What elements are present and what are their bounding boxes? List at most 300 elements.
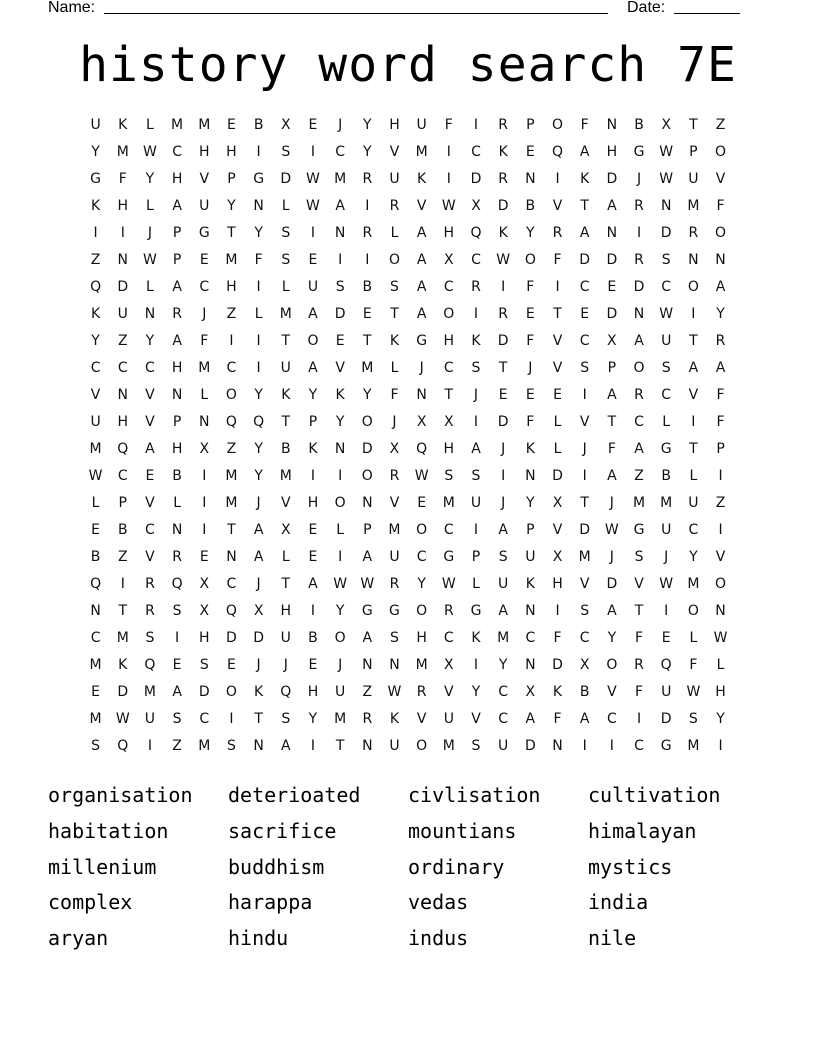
grid-letter: G [443,549,455,565]
grid-letter: S [172,603,182,619]
grid-letter: J [338,117,343,133]
header [48,0,748,20]
grid-letter: I [310,603,316,619]
grid-letter: M [89,657,102,673]
grid-letter: X [607,333,617,349]
grid-letter: C [443,279,454,295]
grid-row [82,625,734,652]
grid-letter: T [634,603,644,619]
grid-letter: H [443,333,455,349]
grid-letter: A [607,603,617,619]
grid-letter: P [689,144,698,160]
grid-letter: N [525,171,536,187]
grid-letter: J [419,360,424,376]
grid-letter: I [473,414,479,430]
grid-row [82,706,734,733]
grid-letter: P [227,171,236,187]
grid-letter: H [307,495,319,511]
grid-letter: F [526,414,535,430]
grid-letter: I [473,306,479,322]
grid-letter: Z [362,684,373,700]
grid-letter: I [310,144,316,160]
word-list-item: hindu [228,926,289,951]
grid-row [82,733,734,760]
grid-letter: I [555,603,560,619]
grid-letter: M [116,144,129,160]
grid-letter: J [256,657,261,673]
grid-letter: E [335,333,345,349]
grid-letter: R [471,279,481,295]
grid-letter: X [253,603,264,619]
grid-letter: F [526,333,535,349]
grid-letter: B [253,117,264,133]
grid-letter: I [93,225,98,241]
grid-letter: T [390,306,399,322]
grid-letter: H [199,630,210,646]
grid-letter: K [281,387,291,403]
grid-letter: S [199,657,209,673]
grid-letter: L [281,549,290,565]
grid-letter: Z [117,333,128,349]
grid-letter: I [120,576,125,592]
grid-letter: D [606,252,618,268]
grid-letter: I [555,279,560,295]
grid-letter: U [335,684,346,700]
grid-letter: V [335,360,345,376]
grid-row [82,355,734,382]
grid-letter: Q [90,576,102,592]
grid-letter: M [687,738,700,754]
grid-row [82,490,734,517]
grid-letter: K [118,117,128,133]
grid-letter: S [634,549,644,565]
grid-letter: E [308,657,318,673]
grid-letter: R [145,603,155,619]
grid-letter: W [115,711,130,727]
grid-letter: Z [715,495,726,511]
grid-letter: A [471,441,481,457]
grid-letter: O [361,468,373,484]
grid-letter: L [662,414,671,430]
grid-letter: U [661,333,672,349]
grid-letter: G [633,522,645,538]
grid-letter: W [306,198,320,214]
grid-letter: D [117,279,129,295]
word-list-item: millenium [48,854,157,879]
grid-letter: A [308,306,318,322]
grid-letter: R [172,306,182,322]
grid-row [82,517,734,544]
grid-letter: V [634,576,644,592]
grid-letter: S [661,252,671,268]
grid-letter: V [552,333,563,349]
grid-letter: S [227,738,236,754]
grid-letter: T [254,711,263,727]
grid-letter: X [444,252,454,268]
word-list-item: buddhism [228,854,325,879]
grid-letter: U [688,495,699,511]
grid-letter: Q [470,225,482,241]
grid-letter: Z [117,549,128,565]
grid-letter: H [416,630,427,646]
grid-letter: E [525,306,535,322]
grid-letter: Q [225,414,237,430]
grid-letter: F [580,117,589,133]
grid-letter: A [335,198,345,214]
grid-letter: B [525,198,536,214]
grid-row [82,436,734,463]
grid-row [82,382,734,409]
grid-letter: N [117,387,128,403]
grid-letter: N [715,603,726,619]
grid-letter: V [552,522,563,538]
grid-letter: S [444,468,454,484]
grid-letter: Y [471,684,481,700]
grid-letter: B [579,684,590,700]
grid-letter: D [579,522,591,538]
grid-letter: A [253,522,264,538]
grid-letter: Y [145,333,155,349]
grid-letter: Q [171,576,183,592]
grid-letter: V [579,414,590,430]
grid-letter: T [281,414,291,430]
grid-letter: I [501,468,506,484]
grid-letter: I [229,333,234,349]
grid-letter: V [471,711,481,727]
grid-letter: V [607,684,617,700]
grid-letter: X [199,441,210,457]
grid-row [82,139,734,166]
grid-letter: F [553,252,562,268]
grid-row [82,598,734,625]
grid-letter: H [307,684,319,700]
grid-letter: W [441,198,456,214]
grid-letter: C [335,144,346,160]
grid-letter: G [389,603,400,619]
grid-letter: N [199,414,210,430]
grid-letter: J [636,171,642,187]
grid-letter: D [579,252,591,268]
grid-letter: E [308,252,318,268]
grid-letter: U [389,738,400,754]
grid-letter: O [715,144,727,160]
grid-letter: N [171,522,183,538]
grid-letter: W [496,252,511,268]
grid-letter: K [525,576,535,592]
grid-letter: A [172,198,182,214]
grid-letter: X [199,603,210,619]
grid-letter: I [582,468,587,484]
grid-letter: F [607,441,616,457]
grid-letter: F [634,684,644,700]
grid-letter: G [660,738,672,754]
grid-letter: C [471,144,481,160]
grid-letter: T [580,198,589,214]
grid-letter: E [91,522,101,538]
grid-letter: L [281,198,290,214]
grid-letter: K [308,441,318,457]
grid-letter: X [280,117,291,133]
date-label: Date: [627,0,666,16]
word-list-row [48,887,768,923]
grid-letter: C [579,630,590,646]
grid-letter: Q [90,279,102,295]
grid-letter: X [525,684,536,700]
grid-letter: I [582,738,587,754]
grid-letter: E [199,252,209,268]
grid-letter: D [497,198,509,214]
grid-letter: U [389,171,400,187]
grid-letter: R [389,198,400,214]
grid-letter: D [606,576,618,592]
grid-letter: C [199,711,210,727]
grid-letter: A [607,468,617,484]
grid-letter: W [143,144,157,160]
grid-letter: I [718,522,723,538]
word-list-item: mystics [588,854,673,879]
grid-letter: S [281,225,291,241]
grid-letter: L [689,468,698,484]
grid-letter: Y [716,306,725,322]
grid-letter: P [471,549,481,565]
grid-letter: T [607,414,617,430]
grid-letter: I [310,468,316,484]
grid-letter: M [632,495,646,511]
grid-row [82,193,734,220]
grid-letter: B [117,522,128,538]
grid-letter: A [607,198,617,214]
grid-letter: H [117,198,129,214]
grid-letter: G [470,603,482,619]
grid-letter: N [525,468,536,484]
grid-letter: O [334,630,346,646]
grid-letter: R [634,252,644,268]
grid-letter: R [498,306,509,322]
grid-letter: T [444,387,454,403]
grid-letter: A [634,333,644,349]
grid-letter: I [664,603,669,619]
grid-letter: N [226,549,237,565]
grid-letter: H [171,441,183,457]
grid-letter: I [120,225,125,241]
grid-letter: B [362,279,373,295]
grid-letter: V [416,198,427,214]
grid-letter: S [471,738,481,754]
grid-letter: P [118,495,127,511]
grid-letter: S [661,360,671,376]
grid-letter: I [202,495,207,511]
grid-letter: P [308,414,318,430]
grid-letter: Z [90,252,101,268]
grid-letter: T [553,306,562,322]
grid-letter: B [280,441,291,457]
grid-letter: M [143,684,156,700]
grid-letter: T [281,333,291,349]
grid-letter: E [308,117,318,133]
grid-letter: X [444,657,454,673]
grid-letter: A [281,738,291,754]
worksheet-title: history word search 7E [79,37,737,93]
grid-letter: Q [416,441,428,457]
grid-letter: K [389,711,400,727]
grid-letter: I [202,522,207,538]
grid-letter: Z [226,306,237,322]
grid-letter: M [442,495,455,511]
grid-letter: A [715,279,726,295]
grid-letter: Q [144,657,156,673]
grid-letter: C [443,360,454,376]
grid-letter: H [171,360,183,376]
grid-letter: P [526,522,535,538]
grid-letter: R [416,684,427,700]
grid-letter: M [279,306,292,322]
grid-letter: F [553,711,562,727]
grid-letter: I [473,522,479,538]
grid-letter: Y [363,144,372,160]
grid-letter: C [634,738,644,754]
grid-letter: K [254,684,264,700]
grid-letter: M [415,657,428,673]
grid-letter: Y [689,549,698,565]
grid-letter: R [498,171,509,187]
grid-letter: W [360,576,375,592]
grid-letter: M [334,171,347,187]
word-list-item: cultivation [588,783,721,807]
grid-letter: E [145,468,155,484]
grid-letter: A [308,360,318,376]
grid-letter: K [90,198,101,214]
grid-letter: A [362,549,373,565]
grid-letter: F [553,630,562,646]
grid-letter: U [443,711,454,727]
grid-letter: E [553,387,562,403]
grid-letter: N [362,657,373,673]
grid-letter: A [145,441,155,457]
grid-letter: N [606,117,618,133]
grid-letter: R [498,117,509,133]
grid-letter: V [416,711,427,727]
grid-letter: L [689,630,698,646]
grid-letter: C [199,279,210,295]
grid-letter: C [416,549,427,565]
grid-letter: X [471,198,481,214]
grid-letter: N [525,603,536,619]
grid-letter: S [281,252,291,268]
grid-letter: D [552,468,563,484]
grid-letter: W [306,171,320,187]
grid-letter: M [89,711,102,727]
grid-letter: V [715,549,726,565]
grid-letter: L [146,279,154,295]
grid-letter: V [145,387,155,403]
grid-letter: V [688,387,699,403]
grid-letter: E [607,279,617,295]
grid-letter: O [687,279,699,295]
grid-letter: H [389,117,400,133]
grid-letter: S [580,360,590,376]
word-list-row [48,852,768,888]
grid-letter: N [253,738,264,754]
grid-letter: M [497,630,510,646]
grid-letter: E [227,657,236,673]
grid-letter: R [389,468,400,484]
grid-letter: U [117,306,128,322]
grid-letter: R [688,225,699,241]
grid-letter: Y [145,171,155,187]
grid-row [82,463,734,490]
grid-letter: E [172,657,182,673]
grid-letter: I [446,144,451,160]
word-list-item: india [588,890,649,915]
word-list-row [48,816,768,852]
grid-letter: J [609,549,614,565]
grid-letter: O [416,603,428,619]
grid-letter: Y [335,603,345,619]
grid-letter: T [281,576,291,592]
word-list-item: harappa [228,890,313,915]
grid-letter: C [226,576,237,592]
grid-letter: G [198,225,210,241]
grid-letter: F [689,657,698,673]
grid-letter: I [365,252,370,268]
grid-letter: Y [254,468,263,484]
grid-letter: D [606,171,618,187]
grid-letter: N [334,441,346,457]
grid-letter: R [362,711,373,727]
grid-letter: U [144,711,156,727]
grid-letter: X [389,441,400,457]
grid-letter: Y [526,495,535,511]
grid-letter: M [361,360,374,376]
grid-letter: V [552,360,563,376]
grid-letter: I [256,279,261,295]
grid-letter: C [145,360,155,376]
grid-letter: G [416,333,428,349]
grid-letter: C [443,522,454,538]
grid-letter: M [334,711,347,727]
grid-letter: Y [308,711,318,727]
grid-letter: E [661,630,671,646]
name-label: Name: [48,0,96,16]
grid-letter: J [473,387,479,403]
grid-letter: O [361,414,373,430]
grid-letter: Q [660,657,672,673]
grid-letter: J [392,414,397,430]
date-blank-line [674,13,740,14]
grid-letter: O [633,360,645,376]
grid-letter: H [443,225,455,241]
grid-row [82,220,734,247]
grid-row [82,544,734,571]
grid-letter: T [498,360,508,376]
grid-letter: A [172,684,182,700]
grid-letter: H [280,603,292,619]
grid-letter: Y [227,198,236,214]
grid-letter: C [525,630,536,646]
grid-letter: I [256,333,261,349]
grid-letter: S [281,144,291,160]
grid-letter: C [498,711,509,727]
grid-letter: Y [363,117,372,133]
grid-letter: I [501,279,506,295]
grid-letter: E [362,306,372,322]
grid-letter: B [308,630,318,646]
grid-letter: E [308,522,318,538]
grid-letter: W [686,684,701,700]
grid-letter: G [361,603,373,619]
grid-letter: V [552,198,563,214]
grid-letter: I [310,225,316,241]
